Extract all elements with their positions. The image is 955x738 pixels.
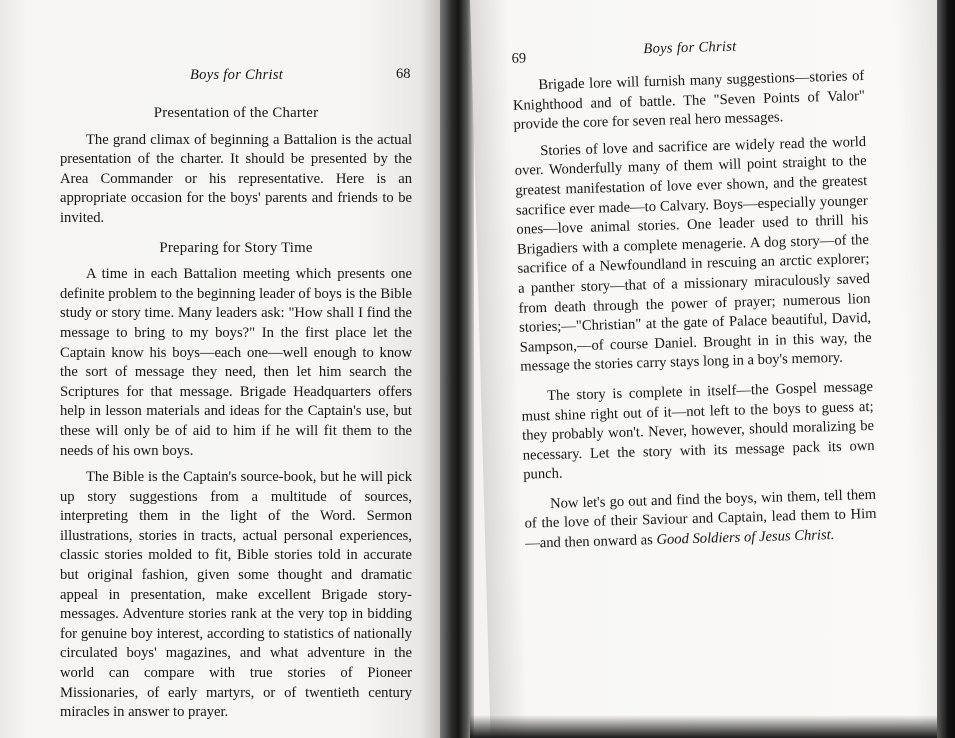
- right-running-title: Boys for Christ: [643, 38, 737, 58]
- section-heading-story-time: Preparing for Story Time: [159, 239, 313, 256]
- right-edge-shadow: [937, 0, 955, 738]
- right-page-number: 69: [511, 50, 527, 67]
- paragraph: Stories of love and sacrifice are widely read the world over. Wonderfully many of them will point straight to the greatest manifestation of love ever shown, and the greatest sacrifice ever made—to Calvary. Boys—especially younger ones—love animal stories. One leader used to thrill his Brigadiers with a complete menagerie. A dog story—of the sacrifice of a Newfoundland in rescuing an arctic explorer; a panther story—that of a missionary miraculously saved from death through the power of prayer; numerous lion stories;—"Christian" at the gate of Palace beautiful, David, Sampson,—of course Daniel. Brought in in this way, the message the stories carry stays long in a boy's memory.: [514, 133, 872, 376]
- left-page: [0, 0, 446, 738]
- right-page: [470, 0, 955, 738]
- paragraph: A time in each Battalion meeting which presents one definite problem to the beginning leader of boys is the Bible study or story time. Many leaders ask: "How shall I find the message to bring to my boys?" In the first place let the Captain know his boys—each one—well enough to know the sort of message they need, then let him search the Scriptures for that message. Brigade Headquarters offers help in lesson materials and ideas for the Captain's use, but these will only be of aid to him if he will fit them to the needs of his own boys.: [60, 266, 412, 459]
- closing-paragraph: [524, 486, 878, 555]
- book-gutter-shadow: [440, 0, 474, 738]
- closing-text: Now let's go out and find the boys, win them, tell them of the love of their Saviour and Captain, lead them to Him—and then onward as: [524, 486, 877, 552]
- paragraph: The story is complete in itself—the Gospel message must shine right out of it—not left to the boys to guess at; they probably won't. Never, however, should moralizing be necessary. Let the story with its message pack its own punch.: [521, 378, 875, 483]
- right-text-column: [512, 67, 877, 561]
- page-bottom-shadow: [470, 715, 955, 738]
- left-running-title: Boys for Christ: [190, 67, 284, 83]
- closing-italic-phrase: Good Soldiers of Jesus Christ.: [656, 527, 835, 549]
- left-page-number: 68: [396, 66, 411, 82]
- section-heading-charter: Presentation of the Charter: [153, 105, 319, 121]
- paragraph: The Bible is the Captain's source-book, but he will pick up story suggestions from a multitude of sources, interpreting them in the light of the Word. Sermon illustrations, stories in tracts, actual personal experiences, classic stories molded to fit, Bible stories told in accurate but original fashion, given some thought and dramatic appeal in presentation, make excellent Brigade story-messages. Adventure stories rank at the very top in bidding for genuine boy interest, according to statistics of nationally circulated boys' magazines, and what adventure in the world can compare with true stories of Pioneer Missionaries, of early martyrs, or of twentieth century miracles in answer to prayer.: [60, 469, 412, 721]
- left-text-column: [60, 98, 412, 730]
- paragraph: Brigade lore will furnish many suggestions—stories of Knighthood and of battle. The "Seven Points of Valor" provide the core for seven real hero messages.: [512, 68, 866, 134]
- paragraph: The grand climax of beginning a Battalion is the actual presentation of the charter. It should be presented by the Area Commander or his representative. Here is an appropriate occasion for the boys' parents and friends to be invited.: [60, 131, 412, 226]
